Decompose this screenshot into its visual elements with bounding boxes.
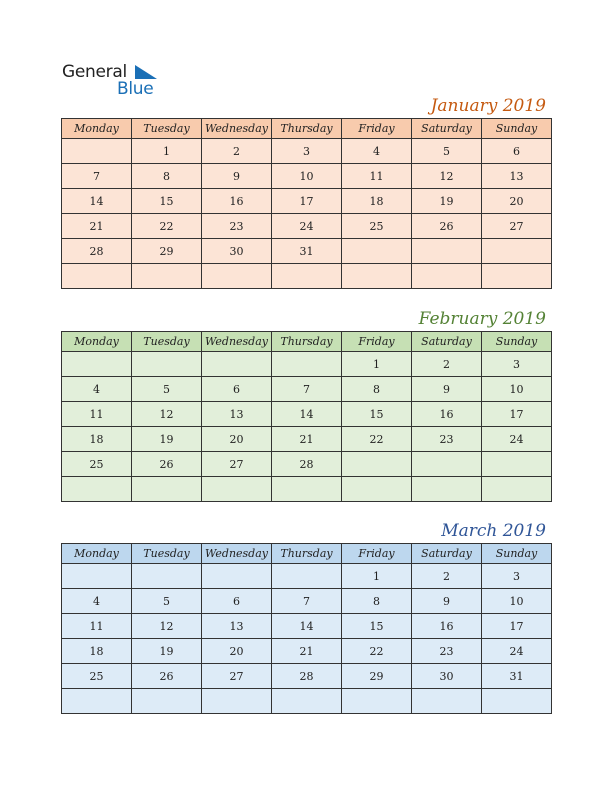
day-cell: 9 — [202, 164, 272, 189]
day-cell: 27 — [202, 452, 272, 477]
day-cell: 2 — [412, 564, 482, 589]
day-cell: 3 — [272, 139, 342, 164]
day-cell: 26 — [132, 452, 202, 477]
day-cell: 14 — [272, 614, 342, 639]
day-cell: 20 — [202, 639, 272, 664]
day-cell: 30 — [202, 239, 272, 264]
day-cell: 23 — [412, 639, 482, 664]
day-cell: 18 — [342, 189, 412, 214]
weekday-header: Sunday — [482, 119, 552, 139]
weekday-header: Friday — [342, 332, 412, 352]
day-cell: 21 — [272, 427, 342, 452]
day-cell: 13 — [202, 614, 272, 639]
month-title-february: February 2019 — [418, 309, 546, 329]
day-cell: 11 — [62, 614, 132, 639]
day-cell: 22 — [132, 214, 202, 239]
weekday-header: Friday — [342, 544, 412, 564]
day-cell: 7 — [272, 589, 342, 614]
week-row — [62, 689, 552, 714]
day-cell — [132, 477, 202, 502]
weekday-header: Friday — [342, 119, 412, 139]
day-cell: 29 — [132, 239, 202, 264]
day-cell: 16 — [202, 189, 272, 214]
week-row — [62, 214, 552, 239]
week-row — [62, 614, 552, 639]
day-cell: 9 — [412, 589, 482, 614]
weekday-header: Tuesday — [132, 119, 202, 139]
day-cell — [62, 139, 132, 164]
day-cell — [482, 239, 552, 264]
day-cell: 18 — [62, 639, 132, 664]
weekday-header: Thursday — [272, 332, 342, 352]
week-row — [62, 639, 552, 664]
day-cell: 21 — [272, 639, 342, 664]
day-cell — [202, 564, 272, 589]
day-cell: 6 — [202, 377, 272, 402]
day-cell — [342, 477, 412, 502]
day-cell: 8 — [342, 589, 412, 614]
day-cell: 1 — [342, 352, 412, 377]
day-cell: 18 — [62, 427, 132, 452]
general-blue-logo — [62, 62, 162, 102]
weekday-header: Wednesday — [202, 332, 272, 352]
weekday-header: Sunday — [482, 332, 552, 352]
day-cell: 20 — [482, 189, 552, 214]
day-cell: 12 — [412, 164, 482, 189]
day-cell: 7 — [272, 377, 342, 402]
day-cell: 28 — [272, 452, 342, 477]
week-row — [62, 377, 552, 402]
day-cell — [272, 352, 342, 377]
day-cell — [412, 689, 482, 714]
week-row — [62, 189, 552, 214]
weekday-header-row — [62, 119, 552, 139]
week-row — [62, 352, 552, 377]
weekday-header: Tuesday — [132, 332, 202, 352]
week-row — [62, 164, 552, 189]
day-cell — [62, 564, 132, 589]
day-cell: 25 — [342, 214, 412, 239]
weekday-header: Monday — [62, 119, 132, 139]
weekday-header: Saturday — [412, 544, 482, 564]
day-cell: 2 — [202, 139, 272, 164]
day-cell: 22 — [342, 639, 412, 664]
day-cell: 23 — [412, 427, 482, 452]
day-cell: 20 — [202, 427, 272, 452]
weekday-header: Saturday — [412, 119, 482, 139]
weekday-header: Monday — [62, 332, 132, 352]
week-row — [62, 564, 552, 589]
day-cell — [202, 352, 272, 377]
day-cell — [272, 264, 342, 289]
day-cell: 1 — [342, 564, 412, 589]
day-cell — [62, 477, 132, 502]
calendar-january — [61, 118, 552, 289]
day-cell: 26 — [412, 214, 482, 239]
day-cell: 13 — [482, 164, 552, 189]
day-cell: 29 — [342, 664, 412, 689]
day-cell: 16 — [412, 402, 482, 427]
day-cell: 14 — [62, 189, 132, 214]
weekday-header-row — [62, 332, 552, 352]
day-cell: 27 — [482, 214, 552, 239]
calendar-february — [61, 331, 552, 502]
day-cell: 3 — [482, 352, 552, 377]
day-cell: 30 — [412, 664, 482, 689]
week-row — [62, 239, 552, 264]
day-cell: 15 — [342, 402, 412, 427]
weekday-header: Sunday — [482, 544, 552, 564]
day-cell — [342, 264, 412, 289]
day-cell — [272, 477, 342, 502]
day-cell — [272, 689, 342, 714]
day-cell: 22 — [342, 427, 412, 452]
day-cell: 11 — [62, 402, 132, 427]
day-cell: 17 — [482, 402, 552, 427]
day-cell: 15 — [132, 189, 202, 214]
day-cell — [62, 689, 132, 714]
day-cell: 12 — [132, 614, 202, 639]
day-cell: 3 — [482, 564, 552, 589]
day-cell: 31 — [272, 239, 342, 264]
day-cell — [342, 689, 412, 714]
day-cell: 1 — [132, 139, 202, 164]
logo-text-blue: Blue — [117, 79, 154, 99]
day-cell: 5 — [132, 377, 202, 402]
day-cell: 19 — [132, 639, 202, 664]
day-cell: 27 — [202, 664, 272, 689]
day-cell — [412, 239, 482, 264]
day-cell: 10 — [272, 164, 342, 189]
day-cell: 6 — [482, 139, 552, 164]
day-cell: 12 — [132, 402, 202, 427]
week-row — [62, 264, 552, 289]
day-cell — [202, 264, 272, 289]
day-cell: 23 — [202, 214, 272, 239]
weekday-header: Monday — [62, 544, 132, 564]
day-cell: 11 — [342, 164, 412, 189]
day-cell — [132, 564, 202, 589]
day-cell: 6 — [202, 589, 272, 614]
day-cell: 28 — [62, 239, 132, 264]
week-row — [62, 664, 552, 689]
day-cell — [202, 477, 272, 502]
day-cell: 19 — [412, 189, 482, 214]
day-cell — [482, 477, 552, 502]
day-cell — [202, 689, 272, 714]
day-cell: 8 — [342, 377, 412, 402]
day-cell: 25 — [62, 452, 132, 477]
weekday-header: Wednesday — [202, 119, 272, 139]
day-cell — [132, 689, 202, 714]
weekday-header: Wednesday — [202, 544, 272, 564]
week-row — [62, 427, 552, 452]
day-cell: 31 — [482, 664, 552, 689]
weekday-header-row — [62, 544, 552, 564]
day-cell — [412, 264, 482, 289]
day-cell: 2 — [412, 352, 482, 377]
day-cell: 4 — [62, 589, 132, 614]
day-cell: 24 — [482, 427, 552, 452]
logo-text-general: General — [62, 62, 127, 82]
day-cell: 24 — [272, 214, 342, 239]
day-cell: 28 — [272, 664, 342, 689]
day-cell: 7 — [62, 164, 132, 189]
day-cell — [412, 477, 482, 502]
calendar-march — [61, 543, 552, 714]
day-cell: 9 — [412, 377, 482, 402]
day-cell — [132, 264, 202, 289]
day-cell: 8 — [132, 164, 202, 189]
day-cell: 24 — [482, 639, 552, 664]
day-cell: 5 — [132, 589, 202, 614]
day-cell: 19 — [132, 427, 202, 452]
weekday-header: Thursday — [272, 119, 342, 139]
day-cell: 25 — [62, 664, 132, 689]
weekday-header: Saturday — [412, 332, 482, 352]
weekday-header: Tuesday — [132, 544, 202, 564]
day-cell: 16 — [412, 614, 482, 639]
week-row — [62, 452, 552, 477]
day-cell: 10 — [482, 377, 552, 402]
day-cell: 17 — [482, 614, 552, 639]
week-row — [62, 139, 552, 164]
month-title-january: January 2019 — [430, 96, 546, 116]
day-cell: 26 — [132, 664, 202, 689]
day-cell: 10 — [482, 589, 552, 614]
week-row — [62, 402, 552, 427]
month-title-march: March 2019 — [441, 521, 546, 541]
weekday-header: Thursday — [272, 544, 342, 564]
day-cell: 15 — [342, 614, 412, 639]
day-cell — [62, 352, 132, 377]
day-cell — [272, 564, 342, 589]
day-cell: 14 — [272, 402, 342, 427]
day-cell: 17 — [272, 189, 342, 214]
day-cell: 4 — [342, 139, 412, 164]
day-cell — [342, 452, 412, 477]
day-cell — [482, 264, 552, 289]
day-cell: 13 — [202, 402, 272, 427]
day-cell — [482, 689, 552, 714]
day-cell: 4 — [62, 377, 132, 402]
day-cell — [482, 452, 552, 477]
week-row — [62, 477, 552, 502]
day-cell — [342, 239, 412, 264]
day-cell — [132, 352, 202, 377]
day-cell — [412, 452, 482, 477]
week-row — [62, 589, 552, 614]
day-cell — [62, 264, 132, 289]
day-cell: 21 — [62, 214, 132, 239]
day-cell: 5 — [412, 139, 482, 164]
